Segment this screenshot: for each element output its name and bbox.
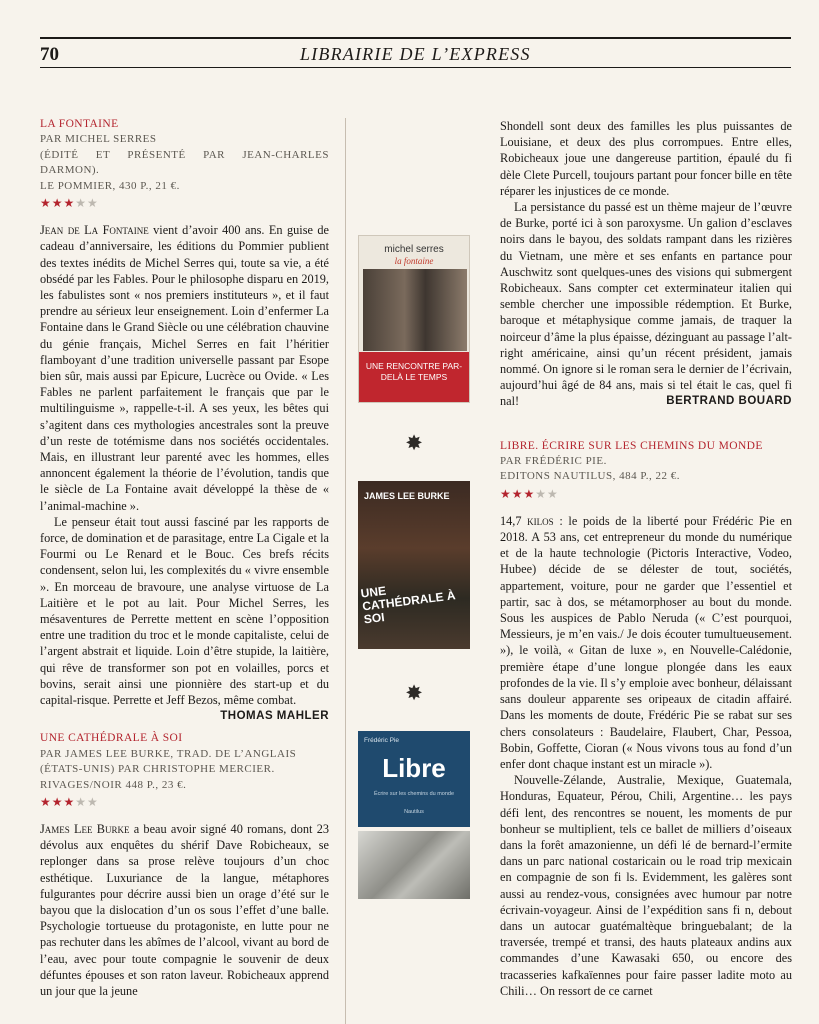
book-meta-line: (ÉTATS-UNIS) PAR CHRISTOPHE MERCIER. [40,763,275,775]
rating-stars [40,196,329,210]
book-meta-line: PAR JAMES LEE BURKE, TRAD. DE L’ANGLAIS [40,747,297,760]
review-paragraph [500,513,792,772]
author-signature: BERTRAND BOUARD [666,395,792,408]
paragraph-text: La persistance du passé est un thème majeur de l’œuvre de Burke, porté ici à son paroxysme. Un galion d’esclaves noirs dans le bayou, des soldats rampant dans les rizières du Vietnam, une mère et ses enfants en partance pour Auschwitz sont quelques-unes des visions qui submergent Robicheaux. Sans compter cet exterminateur italien qui semble chercher une impossible rédemption. Et Burke, baroque et métaphysique comme jamais, de traquer la noirceur d’âme la plus épaisse, dézinguant au passage l’alt-right américaine, ainsi qu’un récent président, jamais nommé. On ignore si le roman sera le dernier de l’écrivain, aujourd’hui âgé de 84 ans, mais si tel était le cas, quel fi nal! [500,200,792,409]
review-paragraph [40,222,329,514]
paragraph-text: a beau avoir signé 40 romans, dont 23 dévolus aux enquêtes du shérif Dave Robicheaux, se replonger dans sa prose relève toujours d’un choc esthétique. Luxuriance de la langue, métaphores fulgurantes pour décrire aussi bien un orage d’été sur le bayou que la dislocation d’un os sous l’effet d’une balle. Psychologie tortueuse du protagoniste, en lutte pour ne pas rechuter dans les abîmes de l’alcool, vivant au bord de l’eau, avec pour toute compagnie le souvenir de deux défuntes épouses et son raton laveur. Robicheaux apprend un jour que la jeune [40,822,330,999]
cover-portrait-image [363,269,467,351]
review-paragraph [500,199,792,410]
book-meta-line: LE POMMIER, 430 P., 21 €. [40,179,180,192]
cover-title: UNE CATHÉDRALE À SOI [359,583,457,627]
cover-publisher: Nautilus [404,809,424,815]
page-number: 70 [40,44,59,65]
paragraph-text: vient d’avoir 400 ans. En guise de cadeau d’anniversaire, les éditions du Pommier publient des textes inédits de Michel Serres qui, toute sa vie, a été obsédé par les Fables. Pour le philosophe disparu en 2019, les fabulistes sont « nos premiers instituteurs », et il faut prendre au sérieux leur enseignement. Loin d’enfermer La Fontaine dans le Grand Siècle ou une célébration chauvine du génie français, Michel Serres en fait l’héritier flamboyant d’une tradition universelle passant par Esope bien sûr, mais aussi par Epicure, Lucrèce ou Ovide. « Les Fables ne parlent parfaitement le français que par le multilinguisme », rappelle-t-il. A ses yeux, les bêtes qui s’agitent dans ces mythologies ancestrales sont la preuve d’un reste de totémisme dans nos sociétés occidentales. Mais, en illustrant leur parenté avec les hommes, elles annoncent également la théorie de l’évolution, tandis que le siècle de La Fontaine avait développé la thèse de « l’animal-machine ». [40,223,329,513]
stars-empty: ★★ [535,486,559,501]
section-rubric: LIBRAIRIE DE L’EXPRESS [300,44,531,64]
ornament-star-icon: ✸ [405,431,423,455]
stars-empty: ★★ [75,196,99,211]
lead-in: 14,7 kilos [500,513,554,528]
book-title: LIBRE. ÉCRIRE SUR LES CHEMINS DU MONDE [500,439,763,452]
stars-filled: ★★★ [40,795,76,809]
author-signature: THOMAS MAHLER [220,710,329,723]
review-paragraph: Nouvelle-Zélande, Australie, Mexique, Guatemala, Honduras, Equateur, Pérou, Chili, Argentine… les pays défi lent, des rencontres se nouent, les moments de pur bonheur se multiplient, tels ce ballet de milliers d’oiseaux dans la forêt amazonienne, un défi lé de bernard-l’ermite dans un parc national costaricain ou le road trip mexicain en compagnie de son fi ls. Evidemment, les galères sont aussi au rendez-vous, consignées avec humour par notre écrivain-voyageur. Ainsi de l’expédition sans fi n, debout dans un autocar guatémaltèque bringuebalant; de la traversée, trempé et transi, des hauts plateaux andins aux commandes d’une Kawasaki 650, ou encore des tracasseries kafkaïennes pour faire passer ladite moto au Chili… On ressort de ce carnet [500,773,792,998]
header-rule-bottom [40,67,791,68]
book-cover-la-fontaine [358,235,470,403]
cover-title: la fontaine [394,256,434,266]
cover-band-text: UNE RENCONTRE PAR-DELÀ LE TEMPS [359,352,469,402]
book-meta-line: (ÉDITÉ ET PRÉSENTÉ PAR JEAN-CHARLES DARMON). [40,148,329,177]
review-libre [500,438,792,999]
rating-stars [500,487,792,501]
book-meta-line: EDITONS NAUTILUS, 484 P., 22 €. [500,470,680,483]
book-meta-line: RIVAGES/NOIR 448 P., 23 €. [40,778,187,791]
stars-empty: ★★ [75,795,99,809]
rating-stars [40,795,329,809]
cover-author: JAMES LEE BURKE [364,491,450,501]
book-cover-libre [358,731,470,827]
lead-in: Jean de La Fontaine [40,223,149,238]
header-rule-top [40,37,791,39]
cover-title: Libre [382,753,446,783]
review-paragraph: Shondell sont deux des familles les plus puissantes de Louisiane, et deux des plus corrompues. Entre elles, Robicheaux joue une dangereuse partition, épaulé du fi dèle Clete Purcell, toujours partant pour foncer bille en tête réparer les injustices de ce monde. [500,119,792,198]
cover-author: michel serres [384,244,444,255]
book-cover-cathedrale [358,481,470,649]
book-title: UNE CATHÉDRALE À SOI [40,732,183,745]
lead-in: James Lee Burke [40,822,130,836]
book-meta-line: PAR FRÉDÉRIC PIE. [500,454,607,467]
review-la-fontaine [40,116,329,723]
book-meta-line: PAR MICHEL SERRES [40,133,157,146]
review-cathedrale-continued [500,118,792,410]
ornament-star-icon: ✸ [405,681,423,705]
paragraph-text: Le penseur était tout aussi fasciné par les rapports de force, de domination et de parasitage, entre La Cigale et la Fourmi ou Le Renard et le Bouc. Ces brefs récits condensent, selon lui, les complexités du « vivre ensemble ». En morceau de bravoure, une analyse virtuose de La Laitière et le pot au lait. Pour Michel Serres, les mésaventures de Perrette mettent en scène l’opposition entre une tradition du troc et le monde capitaliste, celui de l’argent abstrait et liquide. Loin d’être stupide, la laitière, qui rêve de transformer son pot en volailles, porcs et bovins, serait ainsi une pionnière des start-up et du capital-risque. Perrette et Jeff Bezos, même combat. [40,514,329,708]
stars-filled: ★★★ [500,486,536,501]
review-paragraph [40,821,329,999]
right-column [500,118,792,999]
book-title: LA FONTAINE [40,118,119,130]
left-column [40,116,329,999]
review-paragraph [40,514,329,723]
cover-author: Frédéric Pie [364,737,400,744]
review-cathedrale [40,730,329,999]
paragraph-text: : le poids de la liberté pour Frédéric Pie en 2018. A 53 ans, cet entrepreneur du monde du numérique et de la haute technologie (Pictoris Interactive, Vodeo, Hubee) décide de se délester de tout, sociétés, appartement, voiture, pour ne garder que l’essentiel et partir, sac à dos, se métamorphoser au bout du monde. Sous les auspices de Pablo Neruda (« C’est pourquoi, Messieurs, je m’en vais./ Je dois écouter tumultueusement. »), le voilà, « Gitan de luxe », en Nouvelle-Calédonie, première étape d’une longue plongée dans les eaux profondes de la vie. Il s’y emploie avec bonheur, délaissant sans douleur apparente ses oripeaux de citadin affairé. Dans les moments de doute, Frédéric Pie se rabat sur ses chers consolateurs : Baudelaire, Flaubert, Char, Pessoa, Bobin, Goffette, Cioran (« Nous vivons tous au fond d’un enfer dont chaque instant est un miracle »). [500,513,792,771]
author-photo [358,831,470,899]
stars-filled: ★★★ [40,196,76,211]
cover-subtitle: Écrire sur les chemins du monde [373,791,455,797]
column-divider [345,118,346,1024]
